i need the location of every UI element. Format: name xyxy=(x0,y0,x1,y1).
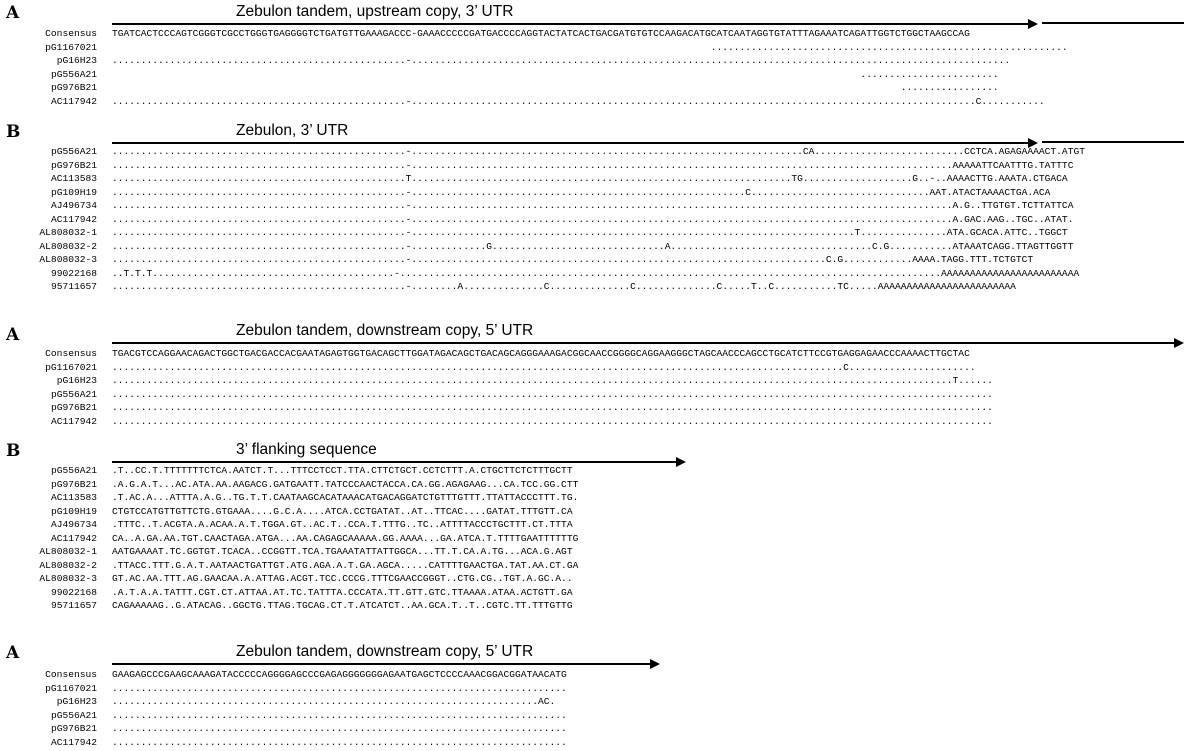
sequence-name: AC117942 xyxy=(50,415,97,427)
sequence-name: pG1167021 xyxy=(45,41,97,53)
alignment-row xyxy=(0,682,1188,695)
alignment-row xyxy=(0,27,1188,40)
sequence-name: 95711657 xyxy=(50,281,97,292)
alignment-row xyxy=(0,95,1188,108)
sequence-name: Consensus xyxy=(45,28,97,39)
alignment-row xyxy=(0,668,1188,681)
sequence-name: pG16H23 xyxy=(56,696,97,707)
panel-label: A xyxy=(6,325,20,345)
sequence-name: pG16H23 xyxy=(56,55,97,66)
sequence-text: ...................................................-..................................................................................................C........... xyxy=(112,95,1045,107)
sequence-name: 99022168 xyxy=(50,267,97,279)
sequence-text: .TTTC..T.ACGTA.A.ACAA.A.T.TGGA.GT..AC.T..CCA.T.TTTG..TC..ATTTTACCCTGCTTT.CT.TTTA xyxy=(112,519,573,530)
alignment-row xyxy=(0,54,1188,67)
sequence-text: ...................................................-........................................................................C.G............AAAA.TAGG.TTT.TCTGTCT xyxy=(112,254,1034,265)
sequence-text: CAGAAAAAG..G.ATACAG..GGCTG.TTAG.TGCAG.CT.T.ATCATCT..AA.GCA.T..T..CGTC.TT.TTTGTTG xyxy=(112,600,573,611)
sequence-name: AC117942 xyxy=(50,95,97,107)
alignment-row xyxy=(0,267,1188,280)
alignment-row xyxy=(0,213,1188,226)
sequence-text: ...................................................-.............G..............................A...................................C.G...........ATAAATCAGG.TTAGTTGGTT xyxy=(112,240,1074,252)
sequence-name: AL808032-3 xyxy=(39,573,97,584)
alignment-row xyxy=(0,736,1188,749)
sequence-text: ......................................................................................................................................................... xyxy=(112,402,993,413)
alignment-row xyxy=(0,361,1188,374)
alignment-row xyxy=(0,491,1188,504)
alignment-row xyxy=(0,81,1188,94)
sequence-text: ................. xyxy=(112,82,999,93)
sequence-name: pG976B21 xyxy=(50,723,97,734)
sequence-text: GT.AC.AA.TTT.AG.GAACAA.A.ATTAG.ACGT.TCC.CCCG.TTTCGAACCGGGT..CTG.CG..TGT.A.GC.A.. xyxy=(112,573,573,584)
alignment-row xyxy=(0,68,1188,81)
alignment-row xyxy=(0,464,1188,477)
sequence-text: .T..CC.T.TTTTTTTCTCA.AATCT.T...TTTCCTCCT.TTA.CTTCTGCT.CCTCTTT.A.CTGCTTCTCTTTGCTT xyxy=(112,465,573,476)
sequence-name: pG556A21 xyxy=(50,68,97,80)
sequence-name: AL808032-1 xyxy=(39,546,97,557)
panel-title: Zebulon tandem, downstream copy, 5’ UTR xyxy=(236,322,534,339)
sequence-text: ...................................................-..............................................................................................A.GAC.AAG..TGC..ATAT. xyxy=(112,213,1074,225)
sequence-text: ........................ xyxy=(112,68,999,80)
sequence-text: ......................................................................................................................................................... xyxy=(112,388,993,400)
sequence-text: ...................................................-..............................................................................................A.G..TTGTGT.TCTTATTCA xyxy=(112,200,1074,211)
alignment-row xyxy=(0,532,1188,545)
panel-label: A xyxy=(6,643,20,663)
sequence-name: pG1167021 xyxy=(45,361,97,373)
alignment-row xyxy=(0,586,1188,599)
sequence-text: AATGAAAAT.TC.GGTGT.TCACA..CCGGTT.TCA.TGAAATATTATTGGCA...TT.T.CA.A.TG...ACA.G.AGT xyxy=(112,546,573,557)
sequence-text: .T.AC.A...ATTTA.A.G..TG.T.T.CAATAAGCACATAAACATGACAGGATCTGTTTGTTT.TTATTACCCTTT.TG. xyxy=(112,492,579,503)
alignment-row xyxy=(0,695,1188,708)
alignment-row xyxy=(0,172,1188,185)
sequence-text: ...................................................-....................................................................CA..........................CCTCA.AGAGAAAACT.ATGT xyxy=(112,146,1085,157)
sequence-name: pG16H23 xyxy=(56,375,97,386)
sequence-text: ...................................................-..........................................................C...............................AAT.ATACTAAAACTGA.ACA xyxy=(112,186,1051,198)
panel-label: A xyxy=(6,3,20,23)
sequence-name: AL808032-2 xyxy=(39,559,97,571)
sequence-name: AJ496734 xyxy=(50,200,97,211)
panel-title: Zebulon tandem, downstream copy, 5’ UTR xyxy=(236,643,534,660)
sequence-name: Consensus xyxy=(45,348,97,359)
sequence-text: ............................................................................... xyxy=(112,682,567,694)
sequence-name: AC117942 xyxy=(50,736,97,748)
sequence-name: AL808032-1 xyxy=(39,227,97,238)
sequence-name: pG556A21 xyxy=(50,709,97,721)
panel-title: Zebulon, 3’ UTR xyxy=(236,122,349,139)
alignment-row xyxy=(0,505,1188,518)
sequence-text: GAAGAGCCCGAAGCAAAGATACCCCCAGGGGAGCCCGAGAGGGGGGGAGAATGAGCTCCCCAAACGGACGGATAACATG xyxy=(112,669,567,680)
alignment-row xyxy=(0,159,1188,172)
sequence-text: ............................................................................... xyxy=(112,723,567,734)
alignment-row xyxy=(0,709,1188,722)
sequence-name: 99022168 xyxy=(50,586,97,598)
sequence-name: AC113583 xyxy=(50,173,97,184)
sequence-name: AC117942 xyxy=(50,213,97,225)
sequence-name: pG556A21 xyxy=(50,146,97,157)
alignment-row xyxy=(0,186,1188,199)
alignment-row xyxy=(0,722,1188,735)
sequence-text: ............................................................................... xyxy=(112,736,567,748)
panel-label: B xyxy=(6,441,21,461)
sequence-name: AC113583 xyxy=(50,492,97,503)
sequence-name: pG1167021 xyxy=(45,682,97,694)
alignment-row xyxy=(0,253,1188,266)
sequence-text: ...............................................................................................................................C...................... xyxy=(112,361,976,373)
sequence-text: .A.G.A.T...AC.ATA.AA.AAGACG.GATGAATT.TATCCCAACTACCA.CA.GG.AGAGAAG...CA.TCC.GG.CTT xyxy=(112,478,579,490)
sequence-text: ......................................................................................................................................................... xyxy=(112,415,993,427)
alignment-row xyxy=(0,347,1188,360)
region-bar xyxy=(1042,141,1184,143)
alignment-row xyxy=(0,599,1188,612)
sequence-text: ..................................................................................................................................................T...... xyxy=(112,375,993,386)
sequence-text: ...................................................-........................................................................................................ xyxy=(112,55,1011,66)
panel-label: B xyxy=(6,122,21,142)
region-bar xyxy=(1042,22,1184,24)
sequence-name: pG109H19 xyxy=(50,505,97,517)
sequence-name: pG976B21 xyxy=(50,402,97,413)
alignment-row xyxy=(0,559,1188,572)
sequence-name: pG976B21 xyxy=(50,82,97,93)
sequence-text: TGATCACTCCCAGTCGGGTCGCCTGGGTGAGGGGTCTGATGTTGAAAGACCC-GAAACCCCCGATGACCCCAGGTACTATCACTGACGATGTGTCCAAGACATGCATCAATAGGTGTATTTAGAAATCAGATTGGTCTGGCTAAGCCAG xyxy=(112,28,970,39)
sequence-text: ...................................................-.............................................................................T...............ATA.GCACA.ATTC..TGGCT xyxy=(112,227,1068,238)
sequence-name: pG556A21 xyxy=(50,465,97,476)
sequence-name: AJ496734 xyxy=(50,519,97,530)
sequence-name: pG556A21 xyxy=(50,388,97,400)
sequence-name: pG976B21 xyxy=(50,159,97,171)
sequence-text: CTGTCCATGTTGTTCTG.GTGAAA....G.C.A....ATCA.CCTGATAT..AT..TTCAC....GATAT.TTTGTT.CA xyxy=(112,505,573,517)
sequence-name: AL808032-3 xyxy=(39,254,97,265)
sequence-text: ............................................................................... xyxy=(112,709,567,721)
sequence-text: ..........................................................................AC. xyxy=(112,696,556,707)
sequence-text: .A.T.A.A.TATTT.CGT.CT.ATTAA.AT.TC.TATTTA.CCCATA.TT.GTT.GTC.TTAAAA.ATAA.ACTGTT.GA xyxy=(112,586,573,598)
alignment-row xyxy=(0,415,1188,428)
alignment-row xyxy=(0,374,1188,387)
panel-title: 3’ flanking sequence xyxy=(236,441,377,458)
alignment-row xyxy=(0,280,1188,293)
sequence-text: ...................................................-..............................................................................................AAAAATTCAATTTG.TATTTC xyxy=(112,159,1074,171)
alignment-row xyxy=(0,401,1188,414)
panel-title: Zebulon tandem, upstream copy, 3’ UTR xyxy=(236,3,514,20)
alignment-row xyxy=(0,478,1188,491)
alignment-row xyxy=(0,199,1188,212)
alignment-row xyxy=(0,545,1188,558)
sequence-text: ..T.T.T..........................................-..............................................................................................AAAAAAAAAAAAAAAAAAAAAAAA xyxy=(112,267,1080,279)
sequence-text: ...................................................T..................................................................TG...................G..-..AAAACTTG.AAATA.CTGACA xyxy=(112,173,1068,184)
sequence-name: AC117942 xyxy=(50,532,97,544)
alignment-row xyxy=(0,226,1188,239)
sequence-name: Consensus xyxy=(45,669,97,680)
sequence-name: pG976B21 xyxy=(50,478,97,490)
alignment-row xyxy=(0,240,1188,253)
alignment-row xyxy=(0,518,1188,531)
alignment-row xyxy=(0,388,1188,401)
alignment-row xyxy=(0,572,1188,585)
sequence-text: TGACGTCCAGGAACAGACTGGCTGACGACCACGAATAGAGTGGTGACAGCTTGGATAGACAGCTGACAGCAGGGAAAGACGGCAACCGGGGCAGGAAGGGCTAGCAACCCAGCCTGCATCTTCCGTGAGGAGAACCCAAAACTTGCTAC xyxy=(112,348,970,359)
sequence-text: .TTACC.TTT.G.A.T.AATAACTGATTGT.ATG.AGA.A.T.GA.AGCA.....CATTTTGAACTGA.TAT.AA.CT.GA xyxy=(112,559,579,571)
alignment-row xyxy=(0,41,1188,54)
sequence-text: CA..A.GA.AA.TGT.CAACTAGA.ATGA...AA.CAGAGCAAAAA.GG.AAAA...GA.ATCA.T.TTTTGAATTTTTTG xyxy=(112,532,579,544)
alignment-row xyxy=(0,145,1188,158)
sequence-text: .............................................................. xyxy=(112,41,1068,53)
sequence-name: AL808032-2 xyxy=(39,240,97,252)
sequence-text: ...................................................-........A..............C..............C..............C.....T..C...........TC.....AAAAAAAAAAAAAAAAAAAAAAAA xyxy=(112,281,1016,292)
sequence-name: pG109H19 xyxy=(50,186,97,198)
sequence-name: 95711657 xyxy=(50,600,97,611)
